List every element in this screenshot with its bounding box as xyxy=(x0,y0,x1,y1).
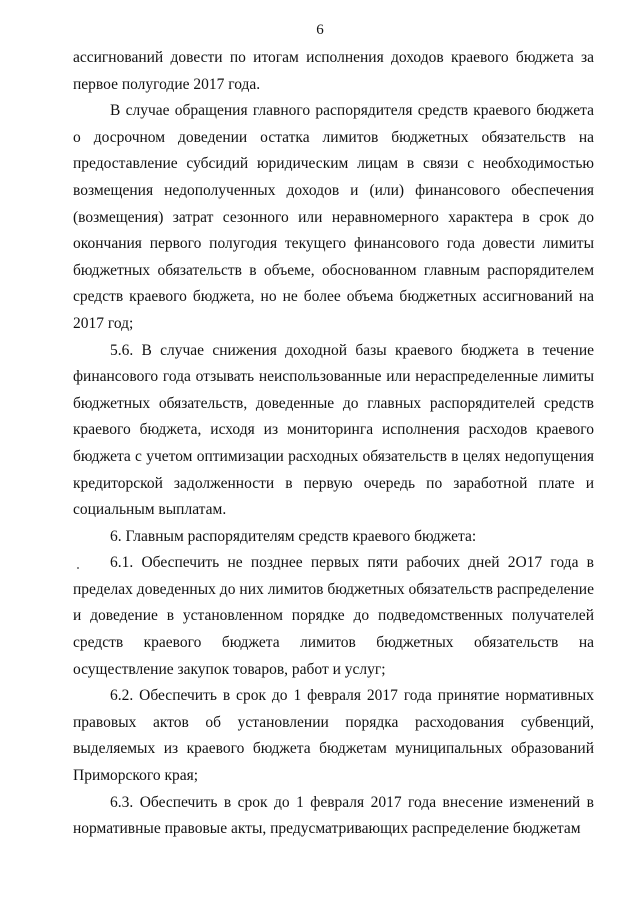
paragraph-continuation: ассигнований довести по итогам исполнения доходов краевого бюджета за первое полугодие 2017 года. xyxy=(73,49,594,93)
paragraph-6: 6. Главным распорядителям средств краевого бюджета: xyxy=(110,527,477,545)
paragraph-6-1: 6.1. Обеспечить не позднее первых пяти рабочих дней 2О17 года в пределах доведенных до них лимитов бюджетных обязательств распределение и доведение в установленном порядке до подведомственных получателей средств краевого бюджета лимитов бюджетных обязательств на осуществление закупок товаров, работ и услуг; xyxy=(73,554,594,678)
page-number: 6 xyxy=(316,22,324,38)
paragraph-6-3: 6.3. Обеспечить в срок до 1 февраля 2017 года внесение изменений в нормативные правовые акты, предусматривающих распределение бюджетам xyxy=(73,793,594,838)
paragraph-5-6: 5.6. В случае снижения доходной базы краевого бюджета в течение финансового года отзывать неиспользованные или нераспределенные лимиты бюджетных обязательств, доведенные до главных распорядителей средств краевого бюджета, исходя из мониторинга исполнения расходов краевого бюджета с учетом оптимизации расходных обязательств в целях недопущения кредиторской задолженности в первую очередь по заработной плате и социальным выплатам. xyxy=(73,341,594,519)
paragraph-early-limits: В случае обращения главного распорядителя средств краевого бюджета о досрочном доведении остатка лимитов бюджетных обязательств на предоставление субсидий юридическим лицам в связи с необходимостью возмещения недополученных доходов и (или) финансового обеспечения (возмещения) затрат сезонного или неравномерного характера в срок до окончания первого полугодия текущего финансового года довести лимиты бюджетных обязательств в объеме, обоснованном главным распорядителем средств краевого бюджета, но не более объема бюджетных ассигнований на 2017 год; xyxy=(73,102,594,332)
document-body xyxy=(73,45,594,843)
scan-dot-mark xyxy=(77,567,79,569)
paragraph-6-2: 6.2. Обеспечить в срок до 1 февраля 2017 года принятие нормативных правовых актов об установлении порядка расходования субвенций, выделяемых из краевого бюджета бюджетам муниципальных образований Приморского края; xyxy=(73,687,594,785)
